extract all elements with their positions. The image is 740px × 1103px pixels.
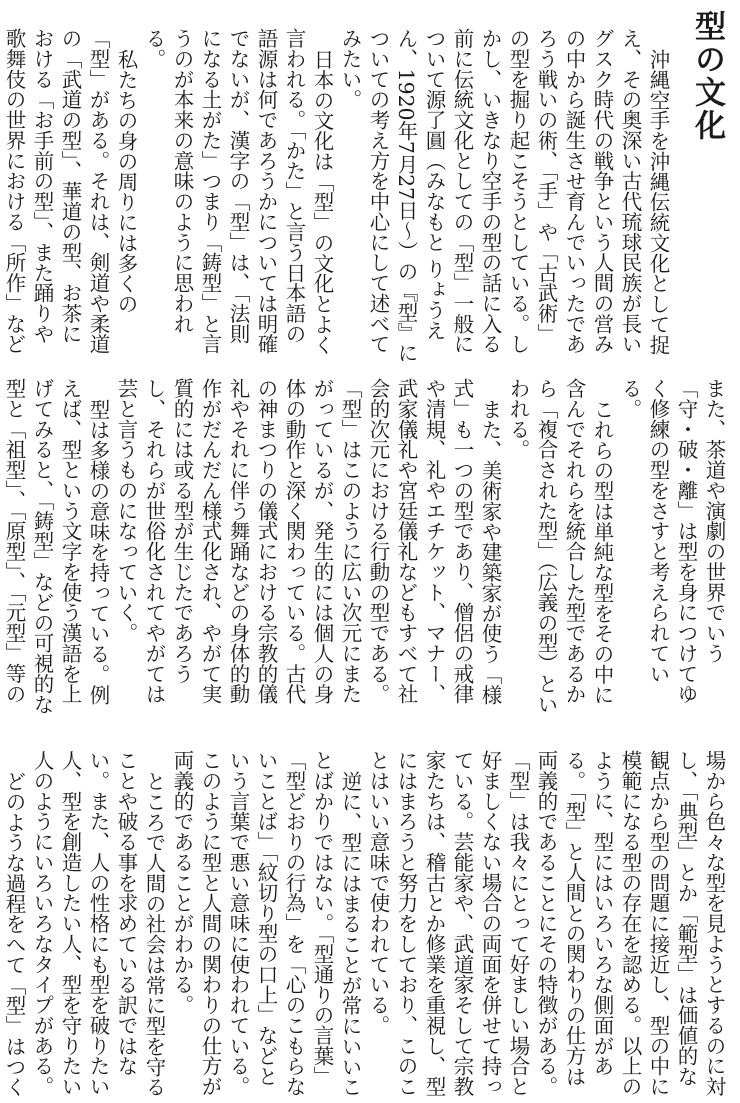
- paragraph: これらの型は単純な型をその中に含んでそれらを統合した型であるから「複合された型」（広義の型）といわれる。: [506, 378, 614, 715]
- paragraph: ところで人間の社会は常に型を守ることや破る事を求めている訳ではない。また、人の性格にも型を破りたい人、型を創造したい人、型を守りたい人のようにいろいろなタイプがある。: [30, 750, 166, 1097]
- paragraph: 私たちの身の周りには多くの「型」がある。それは、剣道や柔道の「武道の型」、華道の型、お茶における「お手前の型」、また踊りや歌舞伎の世界における「所作」など: [2, 28, 138, 355]
- paragraph: 場から色々な型を見ようとするのに対し、「典型」とか「範型」は価値的な観点から型の問題に接近し、型の中に模範になる型の存在を認める。以上のように、型にはいろいろな側面がある。「型」と人間との関わりの仕方は両義的であることにその特徴がある。「型」は我々にとって好ましい場合と好ましくない場合の両面を併せて持っている。芸能家や、武道家そして宗教家たちは、稽古とか修業を重視し、型にはまろうと努力をしており、このことはいい意味で使われている。: [366, 750, 726, 1097]
- text-section-2: [2, 378, 728, 718]
- text-section-3: [2, 750, 728, 1103]
- paragraph: 型は多様の意味を持っている。例えば、型という文字を使う漢語を上げてみると、「鋳型」などの可視的な型と「祖型」、「原型」、「元型」等の: [2, 378, 110, 715]
- paragraph: 逆に、型にはまることが常にいいことばかりではない。「型通りの言葉」「型どおりの行為」を「心のこもらないことば」「紋切り型の口上」などという言葉で悪い意味に使われている。このように型と人間の関わりの仕方が両義的であることがわかる。: [170, 750, 362, 1097]
- text-section-1: [2, 28, 672, 364]
- paragraph: どのような過程をへて「型」はつく: [2, 770, 26, 1097]
- paragraph: 日本の文化は「型」の文化とよく言われる。「かた」と言う日本語の語源は何であろうかについては明確でないが、漢字の「型」は、「法則になる土がた」つまり「鋳型」と言うのが本来の意味のように思われる。: [142, 28, 334, 355]
- paragraph: 沖縄空手を沖縄伝統文化として捉え、その奥深い古代琉球民族が長いグスク時代の戦争という人間の営みの中から誕生させ育んでいったであろう戦いの術、「手」や「古武術」の型を掘り起こそうとしている。しかし、いきなり空手の型の話に入る前に伝統文化としての「型」一般について源了圓（みなもと りょうえん、1920年7月27日～）の『型』についての考え方を中心にして述べてみたい。: [338, 28, 670, 364]
- page-title: 型の文化: [689, 10, 725, 142]
- paragraph: また、茶道や演劇の世界でいう「守・破・離」は型を身につけてゆく修練の型をさすと考えられている。: [618, 378, 726, 705]
- paragraph: また、美術家や建築家が使う「様式」も一つの型であり、僧侶の戒律や清規、礼やエチケット、マナー、武家儀礼や宮廷儀礼などもすべて社会的次元における行動の型である。「型」はこのように広い次元にまたがっているが、発生的には個人の身体の動作と深く関わっている。古代の神まつりの儀式における宗教的儀礼やそれに伴う舞踊などの身体的動作がだんだん様式化され、やがて実質的には或る型が生じたであろうし、それらが世俗化されてやがては芸と言うものになっていく。: [114, 378, 502, 705]
